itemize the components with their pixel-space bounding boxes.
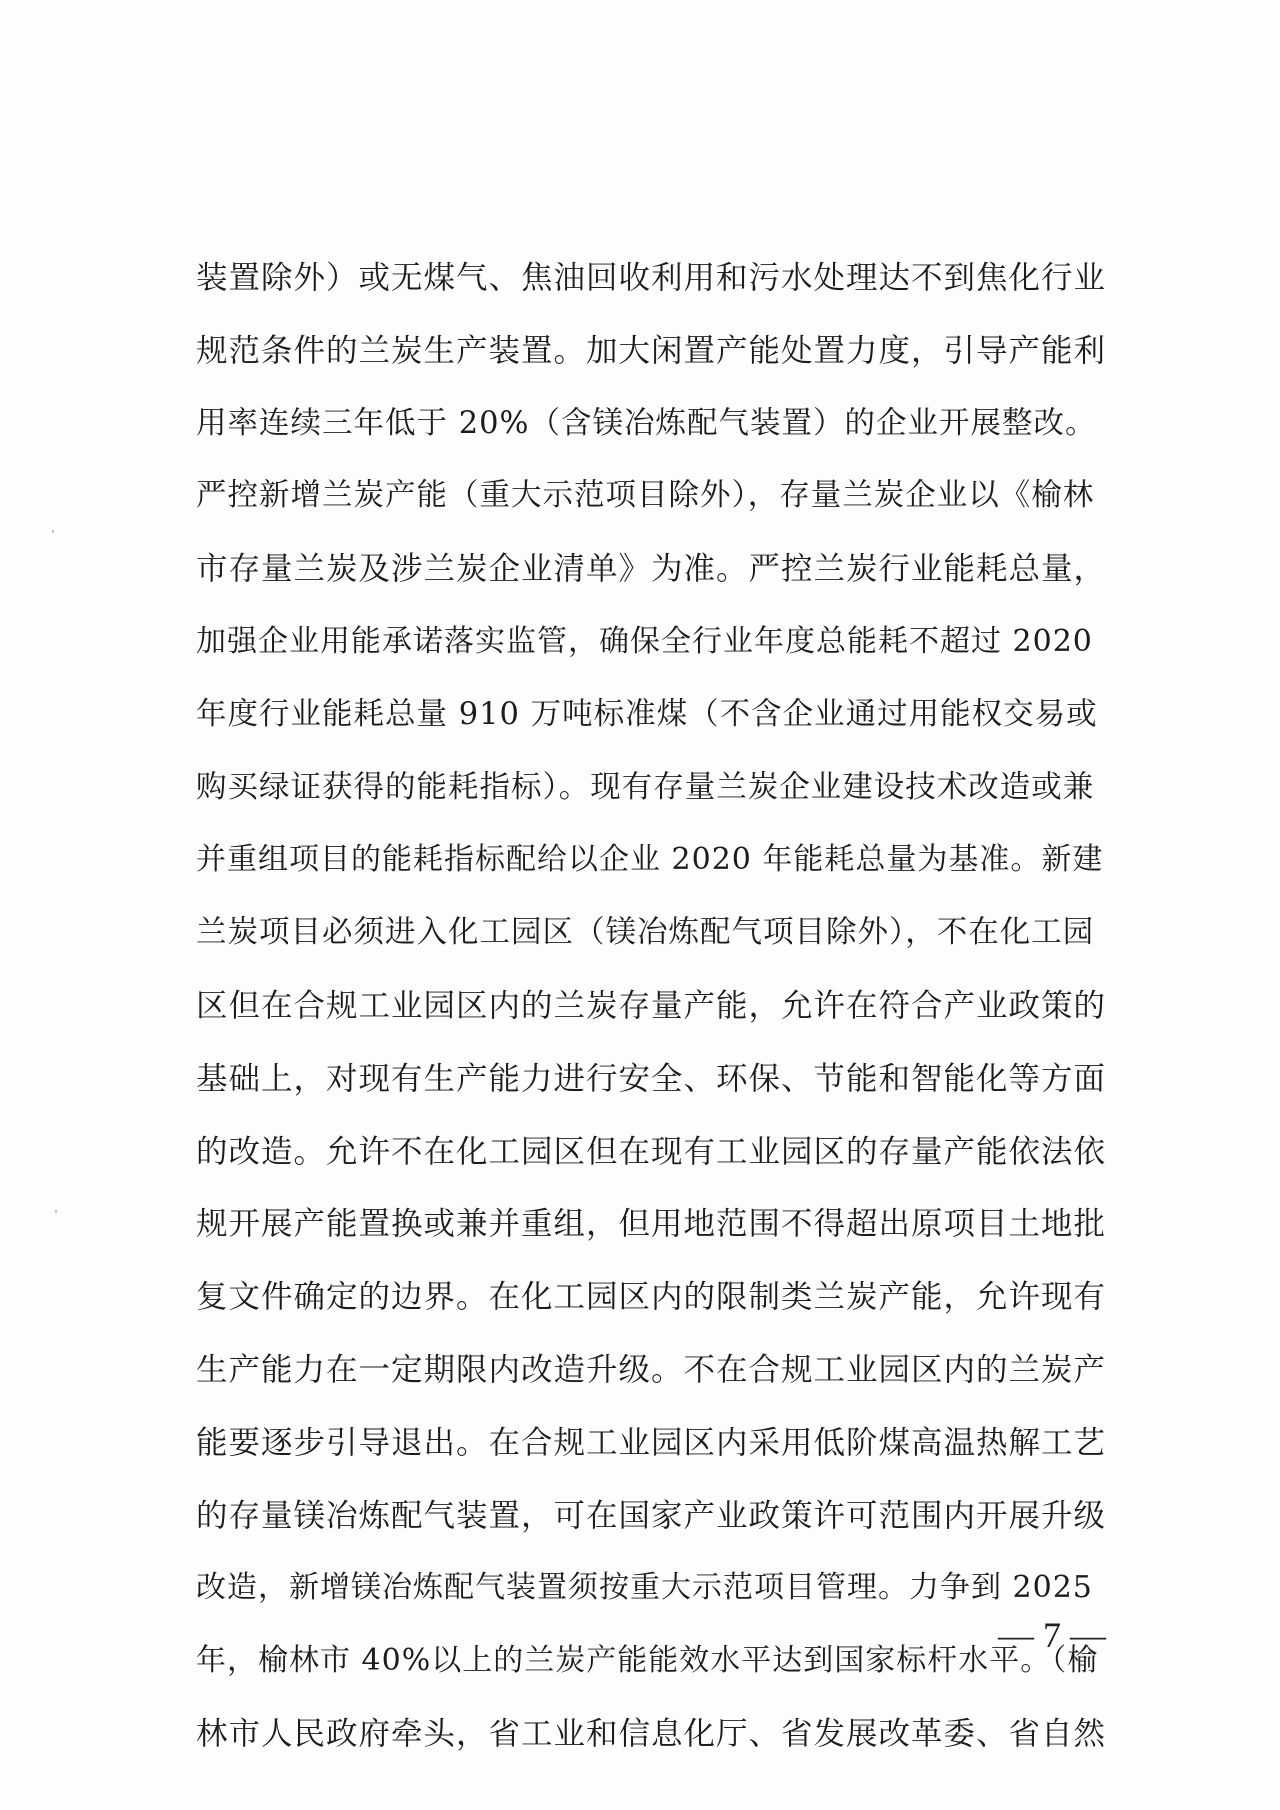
text-line-4: 严控新增兰炭产能（重大示范项目除外），存量兰炭企业以《榆林 <box>196 478 1095 514</box>
text-line-2: 规范条件的兰炭生产装置。加大闲置产能处置力度，引导产能利 <box>196 332 1107 369</box>
text-line-13: 的改造。允许不在化工园区但在现有工业园区的存量产能依法依 <box>196 1133 1107 1170</box>
text-line-1: 装置除外）或无煤气、焦油回收利用和污水处理达不到焦化行业 <box>196 260 1107 296</box>
text-line-3: 用率连续三年低于 20%（含镁冶炼配气装置）的企业开展整改。 <box>196 405 1097 441</box>
text-line-19: 改造，新增镁冶炼配气装置须按重大示范项目管理。力争到 2025 <box>196 1570 1093 1606</box>
text-line-7: 年度行业能耗总量 910 万吨标准煤（不含企业通过用能权交易或 <box>196 696 1098 732</box>
text-line-21: 林市人民政府牵头，省工业和信息化厅、省发展改革委、省自然 <box>196 1715 1107 1752</box>
text-line-12: 基础上，对现有生产能力进行安全、环保、节能和智能化等方面 <box>196 1060 1107 1097</box>
text-line-17: 能要逐步引导退出。在合规工业园区内采用低阶煤高温热解工艺 <box>196 1424 1107 1461</box>
page-number: — 7 — <box>998 1615 1106 1655</box>
text-line-14: 规开展产能置换或兼并重组，但用地范围不得超出原项目土地批 <box>196 1206 1107 1243</box>
text-line-9: 并重组项目的能耗指标配给以企业 2020 年能耗总量为基准。新建 <box>196 842 1104 878</box>
text-line-6: 加强企业用能承诺落实监管，确保全行业年度总能耗不超过 2020 <box>196 623 1093 659</box>
scan-speck <box>55 1210 57 1213</box>
text-line-16: 生产能力在一定期限内改造升级。不在合规工业园区内的兰炭产 <box>196 1351 1107 1388</box>
scan-speck <box>52 530 54 533</box>
text-line-11: 区但在合规工业园区内的兰炭存量产能，允许在符合产业政策的 <box>196 987 1107 1024</box>
text-line-10: 兰炭项目必须进入化工园区（镁冶炼配气项目除外），不在化工园 <box>196 915 1095 951</box>
text-line-15: 复文件确定的边界。在化工园区内的限制类兰炭产能，允许现有 <box>196 1279 1107 1316</box>
text-line-8: 购买绿证获得的能耗指标）。现有存量兰炭企业建设技术改造或兼 <box>196 769 1095 805</box>
text-line-18: 的存量镁冶炼配气装置，可在国家产业政策许可范围内开展升级 <box>196 1497 1107 1534</box>
body-text <box>196 248 1106 1777</box>
text-line-20: 年，榆林市 40%以上的兰炭产能能效水平达到国家标杆水平。（榆 <box>196 1643 1099 1679</box>
text-line-5: 市存量兰炭及涉兰炭企业清单》为准。严控兰炭行业能耗总量， <box>196 551 1107 588</box>
